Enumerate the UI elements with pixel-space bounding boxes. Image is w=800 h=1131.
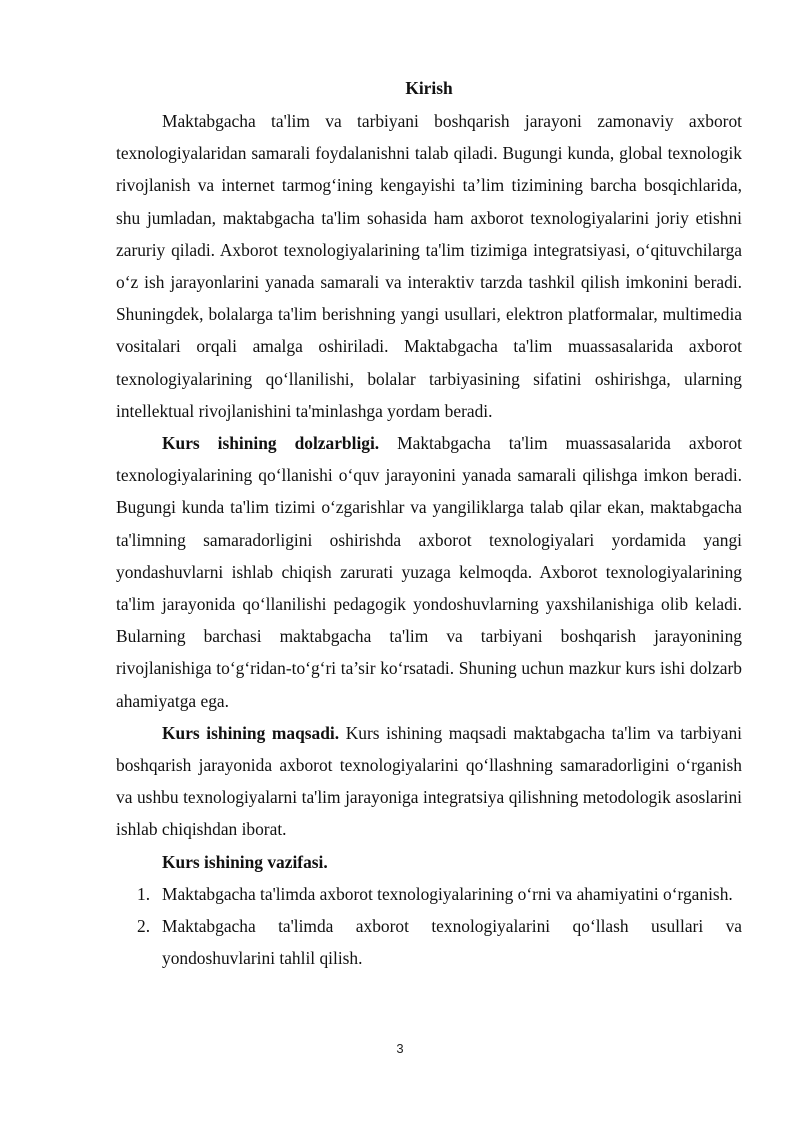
- goal-lead: Kurs ishining maqsadi.: [162, 722, 340, 743]
- section-heading: Kirish: [405, 78, 453, 98]
- tasks-heading: Kurs ishining vazifasi.: [162, 851, 328, 872]
- goal-text: Kurs ishining maqsadi maktabgacha ta'lim va tarbiyani boshqarish jarayonida axborot texnologiyalarini qo‘llashning samaradorligini o‘rganish va ushbu texnologiyalarni ta'lim jarayoniga integratsiya qilishning metodologik asoslarini ishlab chiqishdan iborat.: [116, 722, 743, 840]
- list-item-text: Maktabgacha ta'limda axborot texnologiyalarini qo‘llash usullari va yondoshuvlarini tahlil qilish.: [162, 916, 742, 969]
- tasks-list: [116, 878, 742, 975]
- page-number: 3: [396, 1041, 404, 1056]
- list-item-text: Maktabgacha ta'limda axborot texnologiyalarining o‘rni va ahamiyatini o‘rganish.: [162, 883, 733, 904]
- list-item-number: 2.: [137, 916, 151, 937]
- page-content: [116, 72, 742, 974]
- goal-paragraph: [116, 717, 742, 846]
- list-item: [116, 910, 742, 974]
- relevance-text: Maktabgacha ta'lim muassasalarida axborot texnologiyalarining qo‘llanishi o‘quv jarayonini yanada samarali qilishga imkon beradi. Bugungi kunda ta'lim tizimi o‘zgarishlar va yangiliklarga talab qilar ekan, maktabgacha ta'limning samaradorligini oshirishda axborot texnologiyalari yordamida yangi yondashuvlarni ishlab chiqish zarurati yuzaga kelmoqda. Axborot texnologiyalarining ta'lim jarayonida qo‘llanilishi pedagogik yondoshuvlarning yaxshilanishiga olib keladi. Bularning barchasi maktabgacha ta'lim va tarbiyani boshqarish jarayonining rivojlanishiga to‘g‘ridan-to‘g‘ri ta’sir ko‘rsatadi. Shuning uchun mazkur kurs ishi dolzarb ahamiyatga ega.: [116, 433, 742, 711]
- relevance-paragraph: [116, 427, 742, 717]
- list-item: [116, 878, 742, 910]
- list-item-number: 1.: [137, 883, 151, 904]
- relevance-lead: Kurs ishining dolzarbligi.: [162, 433, 380, 454]
- intro-paragraph: Maktabgacha ta'lim va tarbiyani boshqarish jarayoni zamonaviy axborot texnologiyalaridan samarali foydalanishni talab qiladi. Bugungi kunda, global texnologik rivojlanish va internet tarmog‘ining kengayishi ta’lim tizimining barcha bosqichlarida, shu jumladan, maktabgacha ta'lim sohasida ham axborot texnologiyalarini joriy etishni zaruriy qiladi. Axborot texnologiyalarining ta'lim tizimiga integratsiyasi, o‘qituvchilarga o‘z ish jarayonlarini yanada samarali va interaktiv tarzda tashkil qilish imkonini beradi. Shuningdek, bolalarga ta'lim berishning yangi usullari, elektron platformalar, multimedia vositalari orqali amalga oshiriladi. Maktabgacha ta'lim muassasalarida axborot texnologiyalarining qo‘llanilishi, bolalar tarbiyasining sifatini oshirishga, ularning intellektual rivojlanishini ta'minlashga yordam beradi.: [116, 111, 742, 421]
